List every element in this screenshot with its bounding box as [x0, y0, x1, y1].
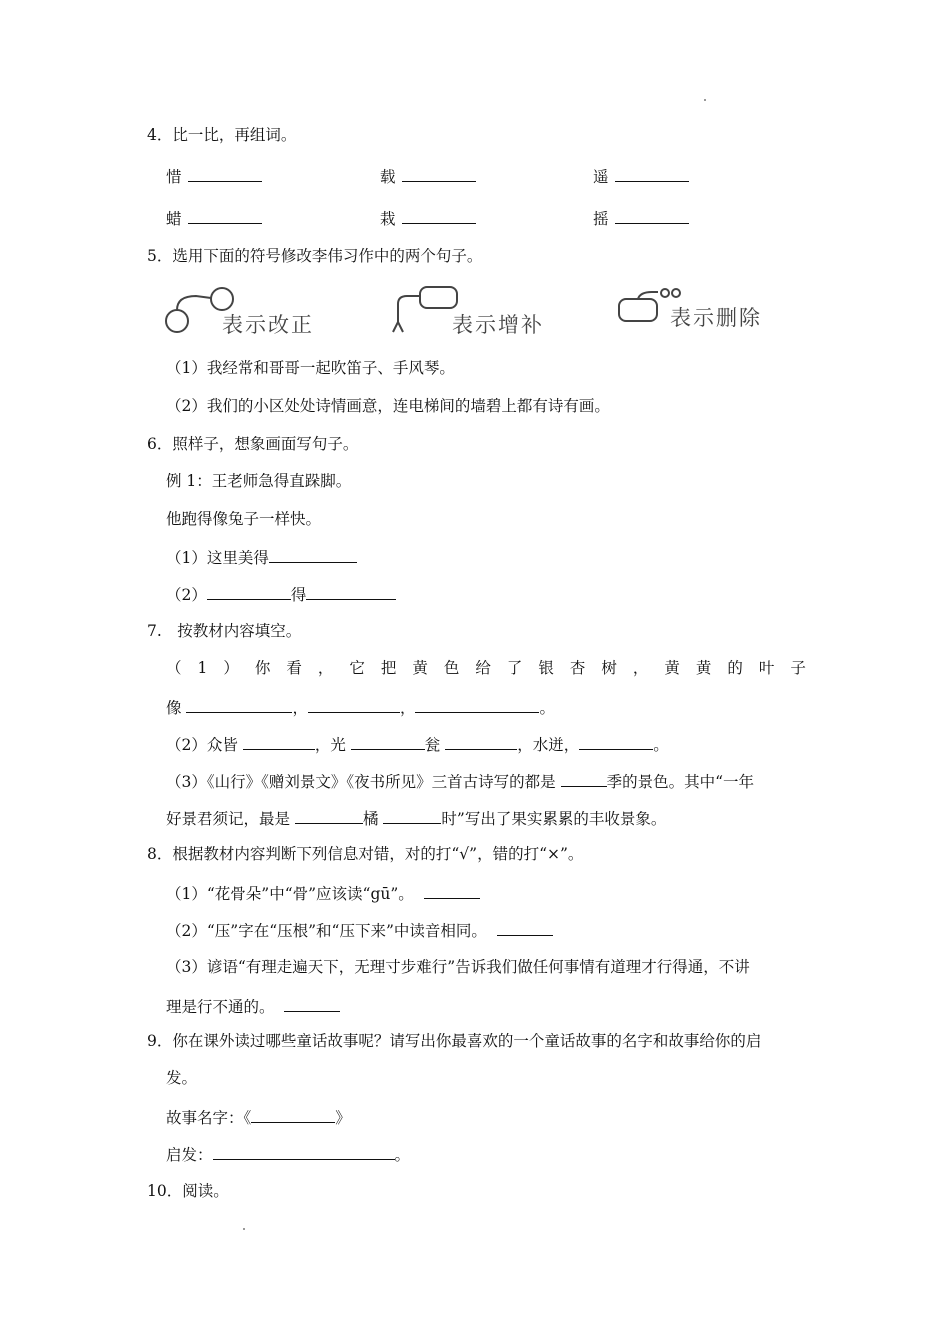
q9-name-label: 故事名字：《 — [166, 1109, 252, 1127]
q7-s3-a: （3）《山行》《赠刘景文》《夜书所见》三首古诗写的都是 — [166, 773, 556, 791]
answer-blank[interactable] — [615, 165, 689, 182]
q7-char: 色 — [443, 659, 460, 677]
q7-char: 黄 — [695, 659, 712, 677]
q4-char: 载 — [380, 168, 396, 186]
answer-blank[interactable] — [251, 1106, 335, 1123]
q8-s3-text: 理是行不通的。 — [166, 998, 267, 1016]
q7-char: 杏 — [569, 659, 586, 677]
answer-blank[interactable] — [383, 807, 441, 824]
q8-s2-text: （2）“压”字在“压根”和“压下来”中读音相同。 — [166, 922, 480, 940]
q8-sentence-3-line2 — [166, 995, 342, 1017]
q7-s1-like: 像 — [166, 699, 182, 717]
q7-s3-e: 时”写出了果实累累的丰收景象。 — [441, 810, 667, 828]
q7-sentence-1-line1 — [166, 658, 806, 678]
q7-s2-a: （2）众皆 — [166, 736, 238, 754]
answer-blank[interactable] — [207, 583, 291, 600]
q4-char: 摇 — [593, 210, 609, 228]
q7-title: 7. 按教材内容填空。 — [147, 622, 302, 640]
answer-blank[interactable] — [579, 733, 653, 750]
answer-blank[interactable] — [561, 770, 607, 787]
q7-s2-b: ，光 — [314, 736, 346, 754]
answer-blank[interactable] — [497, 919, 553, 936]
q4-item — [380, 207, 478, 229]
q9-title-line2: 发。 — [166, 1069, 198, 1087]
q4-item — [166, 165, 264, 187]
answer-blank[interactable] — [351, 733, 425, 750]
answer-blank[interactable] — [186, 696, 292, 713]
symbol-label-correct: 表示改正 — [222, 313, 314, 337]
q9-insp-label: 启发： — [166, 1146, 213, 1164]
q8-s1-text: （1）“花骨朵”中“骨”应该读“gū”。 — [166, 885, 407, 903]
answer-blank[interactable] — [306, 583, 396, 600]
q7-char: 1 — [197, 659, 208, 677]
q7-char: 银 — [538, 659, 554, 677]
q7-sentence-2 — [166, 733, 669, 755]
q7-s3-d: 橘 — [362, 810, 379, 828]
q6-sentence-2 — [166, 583, 396, 605]
answer-blank[interactable] — [188, 165, 262, 182]
q9-title-line1: 9．你在课外读过哪些童话故事呢？请写出你最喜欢的一个童话故事的名字和故事给你的启 — [147, 1032, 762, 1050]
q4-item — [380, 165, 478, 187]
q9-insp-end: 。 — [394, 1146, 411, 1164]
answer-blank[interactable] — [402, 207, 476, 224]
q8-sentence-2 — [166, 919, 555, 941]
q7-char: 子 — [790, 659, 806, 677]
q5-title: 5．选用下面的符号修改李伟习作中的两个句子。 — [147, 247, 483, 265]
q4-char: 栽 — [380, 210, 396, 228]
q7-char: 的 — [727, 659, 743, 677]
symbol-label-delete: 表示删除 — [670, 306, 762, 330]
q7-char: 黄 — [412, 659, 428, 677]
answer-blank[interactable] — [284, 995, 340, 1012]
answer-blank[interactable] — [415, 696, 539, 713]
q7-char: 叶 — [758, 659, 775, 677]
q7-comma: ， — [292, 699, 308, 717]
q7-s2-e: 。 — [653, 736, 669, 754]
q7-char: 了 — [506, 659, 523, 677]
q4-char: 蜡 — [166, 210, 182, 228]
q9-name-close: 》 — [335, 1109, 351, 1127]
q4-item — [593, 165, 691, 187]
q7-char: 黄 — [664, 659, 680, 677]
q4-item — [166, 207, 264, 229]
q6-title: 6．照样子，想象画面写句子。 — [147, 435, 359, 453]
answer-blank[interactable] — [424, 882, 480, 899]
answer-blank[interactable] — [295, 807, 363, 824]
q7-char: 给 — [475, 659, 491, 677]
q7-s2-d: ，水迸， — [517, 736, 580, 754]
speck — [243, 1228, 245, 1230]
q4-char: 惜 — [166, 168, 182, 186]
q6-s2-prefix: （2） — [166, 586, 207, 604]
answer-blank[interactable] — [188, 207, 262, 224]
q5-sentence-2: （2）我们的小区处处诗情画意，连电梯间的墙碧上都有诗有画。 — [166, 397, 610, 415]
answer-blank[interactable] — [213, 1143, 395, 1160]
answer-blank[interactable] — [269, 546, 357, 563]
q6-s1-text: （1）这里美得 — [166, 549, 269, 567]
q7-s3-b: 季的景色。其中“一年 — [606, 773, 754, 791]
q6-example-1: 例 1：王老师急得直跺脚。 — [166, 472, 352, 490]
q4-char: 遥 — [593, 168, 609, 186]
answer-blank[interactable] — [445, 733, 517, 750]
q7-period: 。 — [539, 699, 555, 717]
q7-char: ） — [223, 659, 239, 677]
q7-sentence-3-line2 — [166, 807, 666, 829]
answer-blank[interactable] — [308, 696, 400, 713]
q4-title: 4．比一比，再组词。 — [147, 126, 297, 144]
q7-char: 你 — [254, 659, 271, 677]
q7-char: 把 — [380, 659, 397, 677]
q7-char: 看 — [286, 659, 302, 677]
q8-sentence-3-line1: （3）谚语“有理走遍天下，无理寸步难行”告诉我们做任何事情有道理才行得通，不讲 — [166, 958, 750, 976]
q7-s3-c: 好景君须记，最是 — [166, 810, 291, 828]
q7-char: ， — [632, 659, 649, 677]
q6-sentence-1 — [166, 546, 357, 568]
q9-inspiration — [166, 1143, 410, 1165]
speck — [704, 99, 706, 101]
q8-sentence-1 — [166, 882, 482, 904]
q7-s2-c: 瓮 — [424, 736, 441, 754]
q4-item — [593, 207, 691, 229]
q7-char: ， — [317, 659, 334, 677]
q7-char: （ — [166, 659, 182, 677]
q7-char: 树 — [601, 659, 617, 677]
q6-s2-mid: 得 — [290, 586, 307, 604]
q7-char: 它 — [349, 659, 365, 677]
q7-comma: ， — [399, 699, 416, 717]
answer-blank[interactable] — [243, 733, 315, 750]
q9-story-name — [166, 1106, 351, 1128]
answer-blank[interactable] — [615, 207, 689, 224]
q10-title: 10．阅读。 — [147, 1182, 229, 1200]
q7-sentence-1-line2 — [166, 696, 555, 718]
symbol-label-insert: 表示增补 — [452, 313, 544, 337]
answer-blank[interactable] — [402, 165, 476, 182]
q5-sentence-1: （1）我经常和哥哥一起吹笛子、手风琴。 — [166, 359, 455, 377]
q6-example-2: 他跑得像兔子一样快。 — [166, 510, 322, 528]
q8-title: 8．根据教材内容判断下列信息对错，对的打“√”，错的打“×”。 — [147, 845, 584, 863]
q7-sentence-3-line1 — [166, 770, 754, 792]
